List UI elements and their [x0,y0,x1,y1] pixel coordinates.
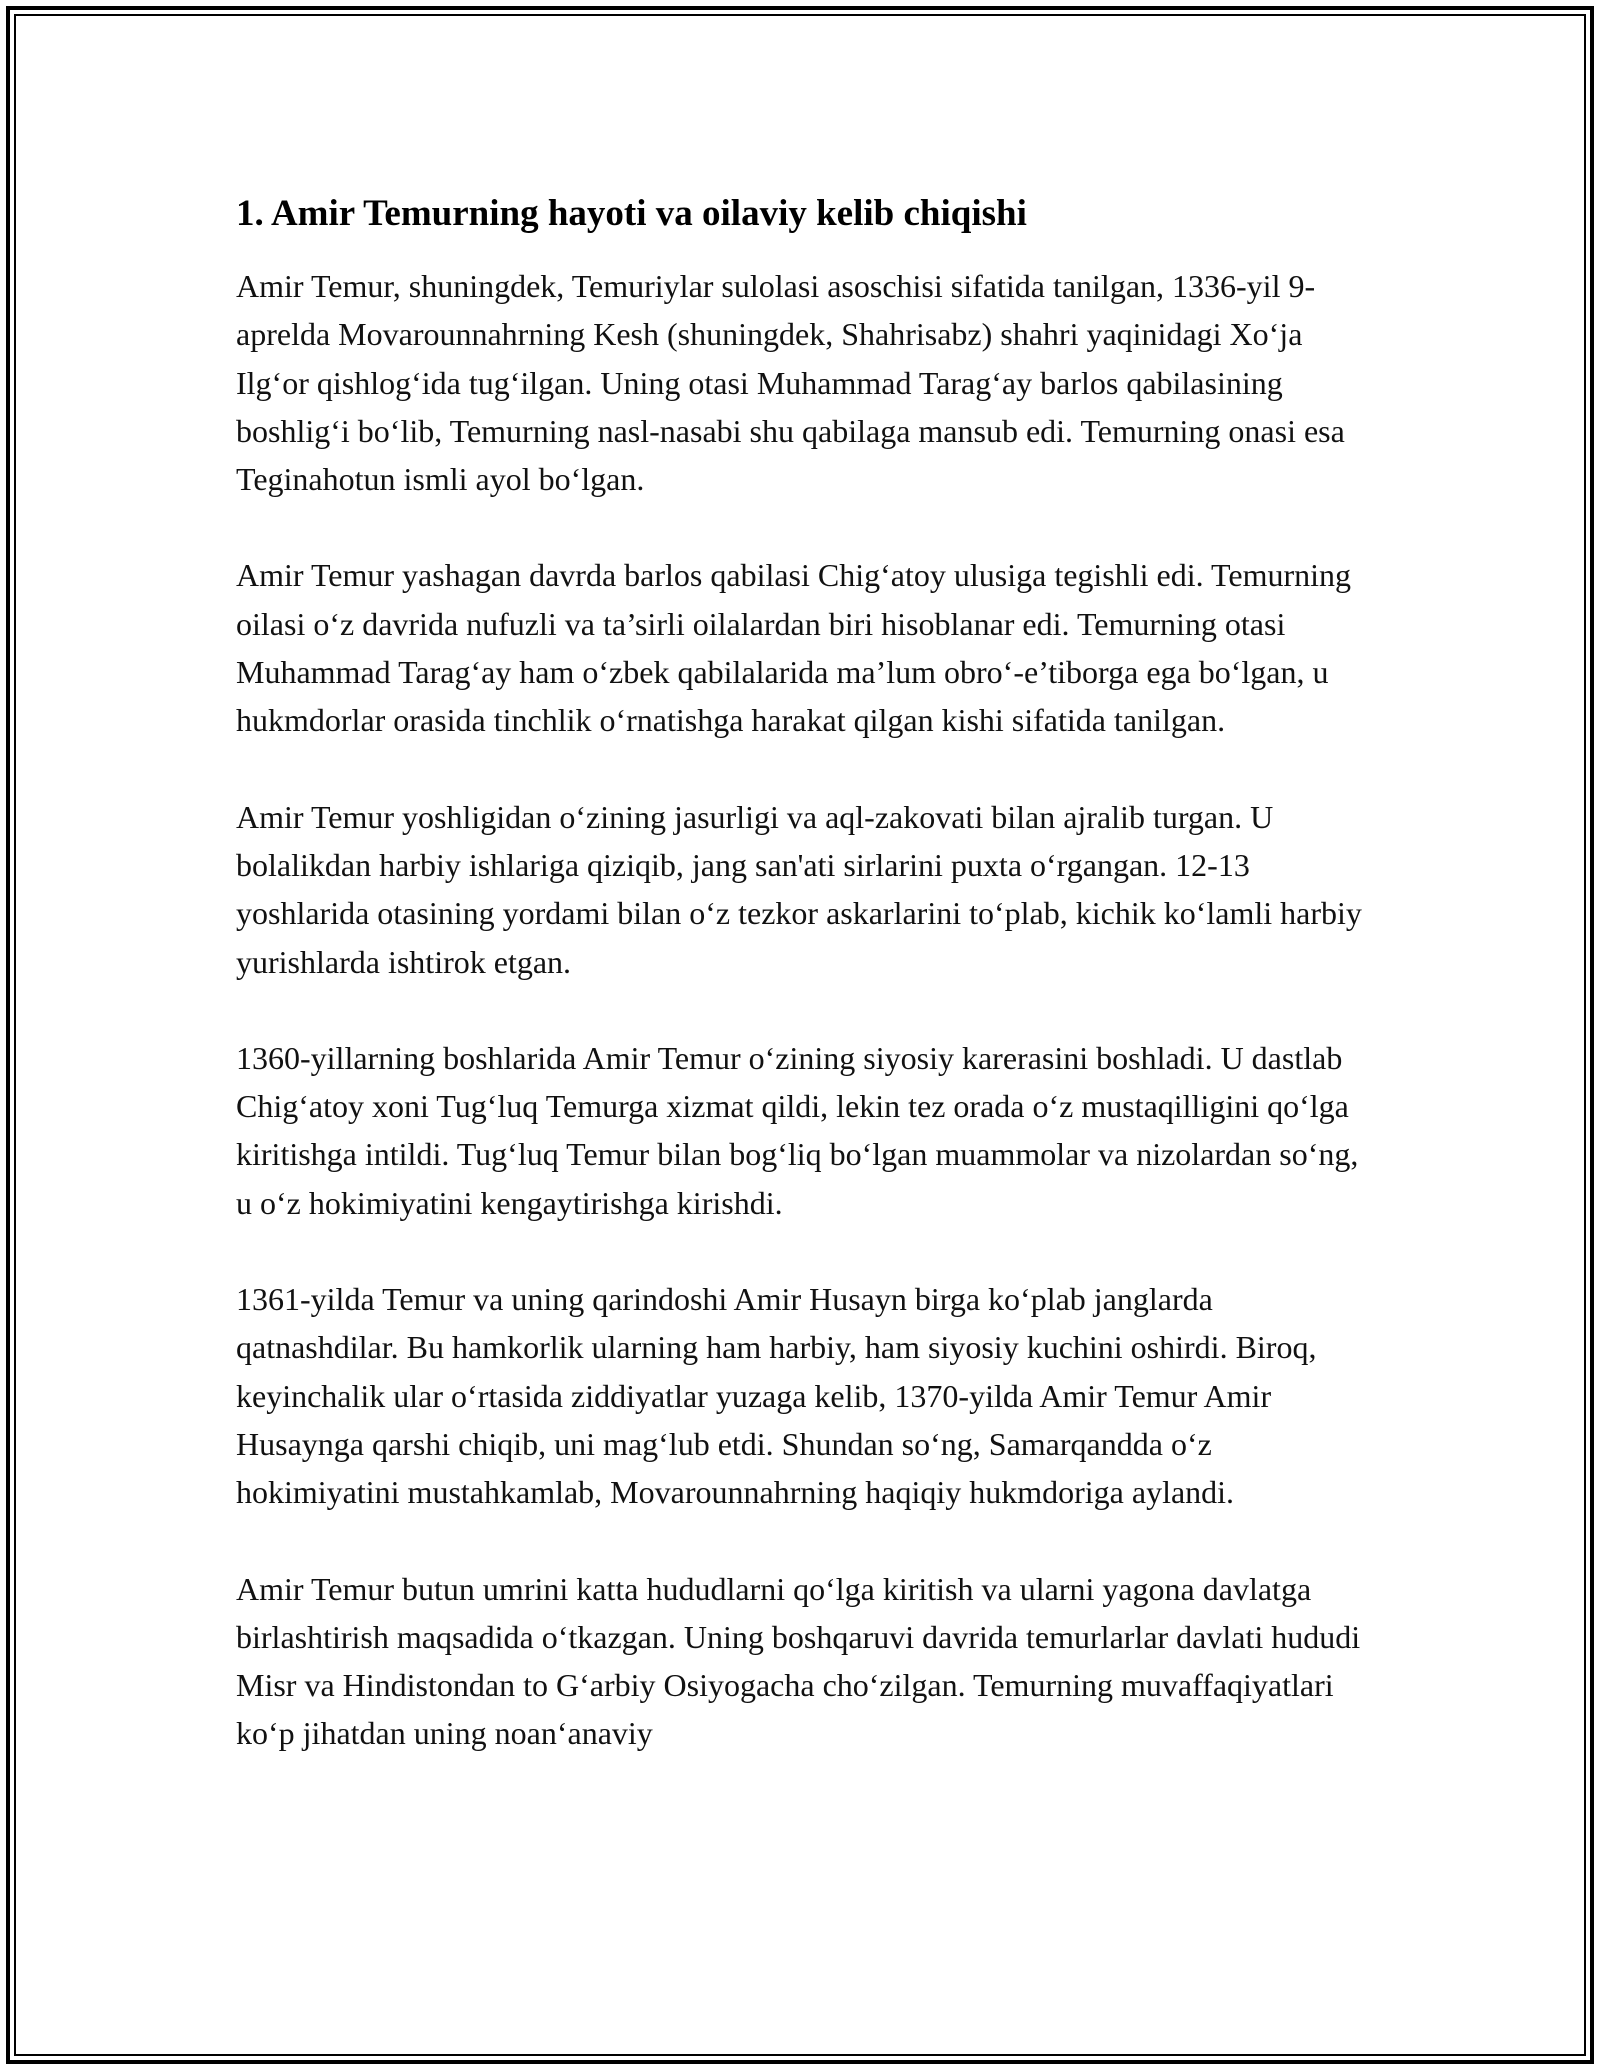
paragraph-1: Amir Temur, shuningdek, Temuriylar sulolasi asoschisi sifatida tanilgan, 1336-yil 9-aprelda Movarounnahrning Kesh (shuningdek, Shahrisabz) shahri yaqinidagi Xo‘ja Ilg‘or qishlog‘ida tug‘ilgan. Uning otasi Muhammad Tarag‘ay barlos qabilasining boshlig‘i bo‘lib, Temurning nasl-nasabi shu qabilaga mansub edi. Temurning onasi esa Teginahotun ismli ayol bo‘lgan. [236,268,1345,498]
section-heading: 1. Amir Temurning hayoti va oilaviy kelib chiqishi [236,193,1027,234]
document-body [236,188,1376,1806]
paragraph-2: Amir Temur yashagan davrda barlos qabilasi Chig‘atoy ulusiga tegishli edi. Temurning oilasi o‘z davrida nufuzli va ta’sirli oilalardan biri hisoblanar edi. Temurning otasi Muhammad Tarag‘ay ham o‘zbek qabilalarida ma’lum obro‘-e’tiborga ega bo‘lgan, u hukmdorlar orasida tinchlik o‘rnatishga harakat qilgan kishi sifatida tanilgan. [236,557,1351,739]
paragraph-5: 1361-yilda Temur va uning qarindoshi Amir Husayn birga ko‘plab janglarda qatnashdilar. Bu hamkorlik ularning ham harbiy, ham siyosiy kuchini oshirdi. Biroq, keyinchalik ular o‘rtasida ziddiyatlar yuzaga kelib, 1370-yilda Amir Temur Amir Husaynga qarshi chiqib, uni mag‘lub etdi. Shundan so‘ng, Samarqandda o‘z hokimiyatini mustahkamlab, Movarounnahrning haqiqiy hukmdoriga aylandi. [236,1281,1317,1511]
paragraph-4: 1360-yillarning boshlarida Amir Temur o‘zining siyosiy karerasini boshladi. U dastlab Chig‘atoy xoni Tug‘luq Temurga xizmat qildi, lekin tez orada o‘z mustaqilligini qo‘lga kiritishga intildi. Tug‘luq Temur bilan bog‘liq bo‘lgan muammolar va nizolardan so‘ng, u o‘z hokimiyatini kengaytirishga kirishdi. [236,1039,1359,1221]
paragraph-6: Amir Temur butun umrini katta hududlarni qo‘lga kiritish va ularni yagona davlatga birlashtirish maqsadida o‘tkazgan. Uning boshqaruvi davrida temurlarlar davlati hududi Misr va Hindistondan to G‘arbiy Osiyogacha cho‘zilgan. Temurning muvaffaqiyatlari ko‘p jihatdan uning noan‘anaviy [236,1570,1361,1752]
paragraph-3: Amir Temur yoshligidan o‘zining jasurligi va aql-zakovati bilan ajralib turgan. U bolalikdan harbiy ishlariga qiziqib, jang san'ati sirlarini puxta o‘rgangan. 12-13 yoshlarida otasining yordami bilan o‘z tezkor askarlarini to‘plab, kichik ko‘lamli harbiy yurishlarda ishtirok etgan. [236,798,1362,980]
